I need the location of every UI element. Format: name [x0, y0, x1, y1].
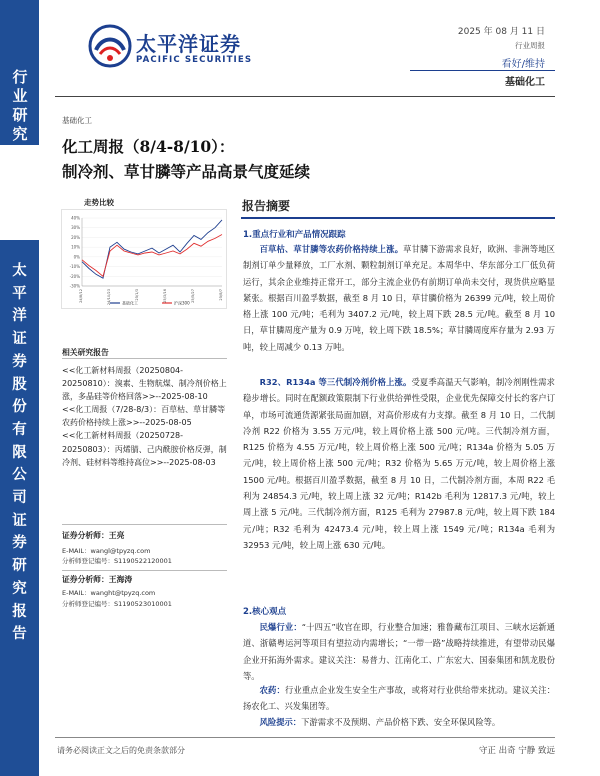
logo-english-name: PACIFIC SECURITIES: [136, 55, 253, 65]
paragraph-text: 受夏季高温天气影响，制冷剂刚性需求稳步增长。同时在配额政策限制下行业供给弹性受限，企业优先保障交付长约客户订单，市场可流通货源紧张局面加剧，对高价形成有力支撑。截至 8 月 10 日，二代制冷剂 R22 价格为 3.55 万元/吨，较上周价格上涨 500 元/吨。三代制冷剂方面，R125 价格为 4.55 万元/吨，较上周价格上涨 500 元/吨；R134a 价格为 5.05 万元/吨，较上周价格上涨 500 元/吨；R32 价格为 5.65 万元/吨，较上周价格上涨 1500 元/吨。根据百川盈孚数据，截至 8 月 10 日，二代制冷剂方面，本周 R22 毛利为 24854.3 元/吨，较上周上涨 32 元/吨；R142b 毛利为 12817.3 元/吨，较上周上涨 5 元/吨。三代制冷剂方面，R125 毛利为 27987.8 元/吨，较上周下跌 184 元/吨；R32 毛利为 42473.4 元/吨，较上周上涨 1549 元/吨；R134a 毛利为 32953 元/吨，较上周上涨 630 元/吨。: [243, 377, 555, 550]
summary-paragraph: [243, 241, 555, 355]
paragraph-lead: R32、R134a 等三代制冷剂价格上涨。: [259, 377, 412, 387]
related-report-item[interactable]: <<化工新材料周报（20250804-20250810）：溴素、生物航煤、制冷剂价格上涨，多晶硅等价格回落>>--2025-08-10: [62, 366, 227, 402]
report-category: 基础化工: [62, 116, 92, 125]
chart-y-tick-label: 40%: [71, 215, 80, 221]
sidebar-company-block: [0, 240, 39, 776]
summary-paragraph: [243, 374, 555, 553]
paragraph-lead: 百草枯、草甘膦等农药价格持续上涨。: [259, 244, 404, 254]
summary-paragraph: [243, 714, 555, 730]
chart-series-line: [82, 220, 222, 278]
related-report-item[interactable]: <<化工新材料周报（20250728-20250803）：丙烯腈、己内酰胺价格反弹，制冷剂、硅材料等维持高位>>--2025-08-03: [62, 431, 227, 467]
related-reports-list: [62, 364, 232, 469]
logo-mark-icon: [88, 24, 132, 68]
chart-x-tick-label: 24/10/23: [107, 289, 111, 306]
chart-x-tick-label: 25/8/7: [219, 289, 223, 301]
chart-x-tick-label: 25/1/3: [135, 289, 139, 301]
trend-chart-svg: [62, 210, 228, 310]
chart-x-tick-label: 24/8/12: [79, 289, 83, 303]
analyst-cert: 分析师登记编号：S1190523010001: [62, 600, 172, 608]
report-title-line1: 化工周报（8/4-8/10）：: [62, 137, 235, 156]
footer-disclaimer: 请务必阅读正文之后的免责条款部分: [57, 746, 185, 755]
related-report-item[interactable]: <<化工周报（7/28-8/3）：百草枯、草甘膦等农药价格持续上涨>>--2025-08-05: [62, 405, 226, 428]
trend-chart: [61, 209, 227, 309]
header-rule: [55, 96, 555, 97]
analyst-rule: [62, 570, 227, 571]
chart-x-tick-label: 25/3/16: [163, 289, 167, 303]
chart-y-tick-label: -10%: [69, 264, 80, 270]
header-divider: [410, 70, 555, 71]
chart-y-tick-label: 10%: [71, 244, 80, 250]
analyst-email[interactable]: E-MAIL：wangl@tpyzq.com: [62, 547, 151, 555]
summary-paragraph: [243, 682, 555, 715]
paragraph-text: 行业重点企业发生安全生产事故，或将对行业供给带来扰动。建议关注：扬农化工、兴发集团等。: [243, 685, 555, 712]
summary-heading: 报告摘要: [242, 199, 291, 213]
section-heading: 2.核心观点: [243, 607, 287, 617]
summary-paragraph: [243, 619, 555, 684]
analyst-name: 证券分析师：王海涛: [62, 575, 133, 584]
chart-y-tick-label: 20%: [71, 234, 80, 240]
chart-y-tick-label: 0%: [73, 254, 80, 260]
chart-series-line: [82, 235, 222, 277]
chart-y-tick-label: 30%: [71, 225, 80, 231]
chart-x-tick-label: 25/5/27: [191, 289, 195, 303]
chart-y-tick-label: -20%: [69, 273, 80, 279]
paragraph-lead: 风险提示：: [259, 717, 302, 727]
paragraph-text: “十四五”收官在即，行业整合加速；雅鲁藏布江项目、三峡水运新通道、浙赣粤运河等项目有望拉动内需增长；“一带一路”战略持续推进，有望带动民爆企业开拓海外需求。建议关注：易普力、江南化工、广东宏大、国泰集团和凯龙股份等。: [243, 622, 555, 681]
related-reports-title: 相关研究报告: [62, 348, 109, 357]
report-title-line2: 制冷剂、草甘膦等产品高景气度延续: [62, 162, 311, 181]
chart-legend-label: 基础化工: [122, 300, 138, 306]
chart-y-tick-label: -30%: [69, 283, 80, 289]
summary-rule: [241, 217, 555, 219]
paragraph-text: 下游需求不及预期、产品价格下跌、安全环保风险等。: [301, 717, 501, 727]
sidebar-company-label: 太平洋证券股份有限公司证券研究报告: [12, 262, 27, 643]
analyst-email[interactable]: E-MAIL：wanght@tpyzq.com: [62, 589, 156, 597]
analyst-rule: [62, 524, 227, 525]
company-logo: [88, 24, 273, 76]
related-reports-rule: [62, 358, 227, 359]
sidebar-category-label: 行业研究: [12, 68, 28, 143]
paragraph-lead: 民爆行业：: [259, 622, 302, 632]
sidebar-category-block: [0, 0, 39, 145]
footer-motto: 守正 出奇 宁静 致远: [478, 746, 555, 756]
chart-legend-label: 沪深300: [174, 300, 190, 306]
paragraph-text: 草甘膦下游需求良好，欧洲、非洲等地区制剂订单少量释放，工厂水剂、颗粒制剂订单充足。本周华中、华东部分工厂低负荷运行，其余企业维持正常开工，部分主流企业仍有前期订单尚未交付，现货供应略显紧张。根据百川盈孚数据，截至 8 月 10 日，草甘膦价格为 26399 元/吨，较上周价格上涨 100 元/吨；毛利为 3407.2 元/吨，较上周下跌 28.5 元/吨。截至 8 月 10 日，草甘膦周度产量为 0.9 万吨，较上周下跌 18.5%；草甘膦周度库存量为 2.93 万吨，较上周减少 0.13 万吨。: [243, 244, 555, 352]
report-type: 行业周报: [515, 41, 545, 50]
report-sector: 基础化工: [505, 77, 545, 88]
report-rating: 看好/维持: [501, 59, 545, 70]
analyst-cert: 分析师登记编号：S1190522120001: [62, 557, 172, 565]
footer-rule: [55, 737, 555, 738]
section-heading: 1.重点行业和产品情况跟踪: [243, 230, 346, 240]
report-date: 2025 年 08 月 11 日: [457, 27, 545, 37]
paragraph-lead: 农药：: [259, 685, 285, 695]
chart-title: 走势比较: [84, 198, 114, 207]
analyst-name: 证券分析师：王亮: [62, 531, 125, 540]
logo-chinese-name: 太平洋证券: [136, 32, 241, 56]
